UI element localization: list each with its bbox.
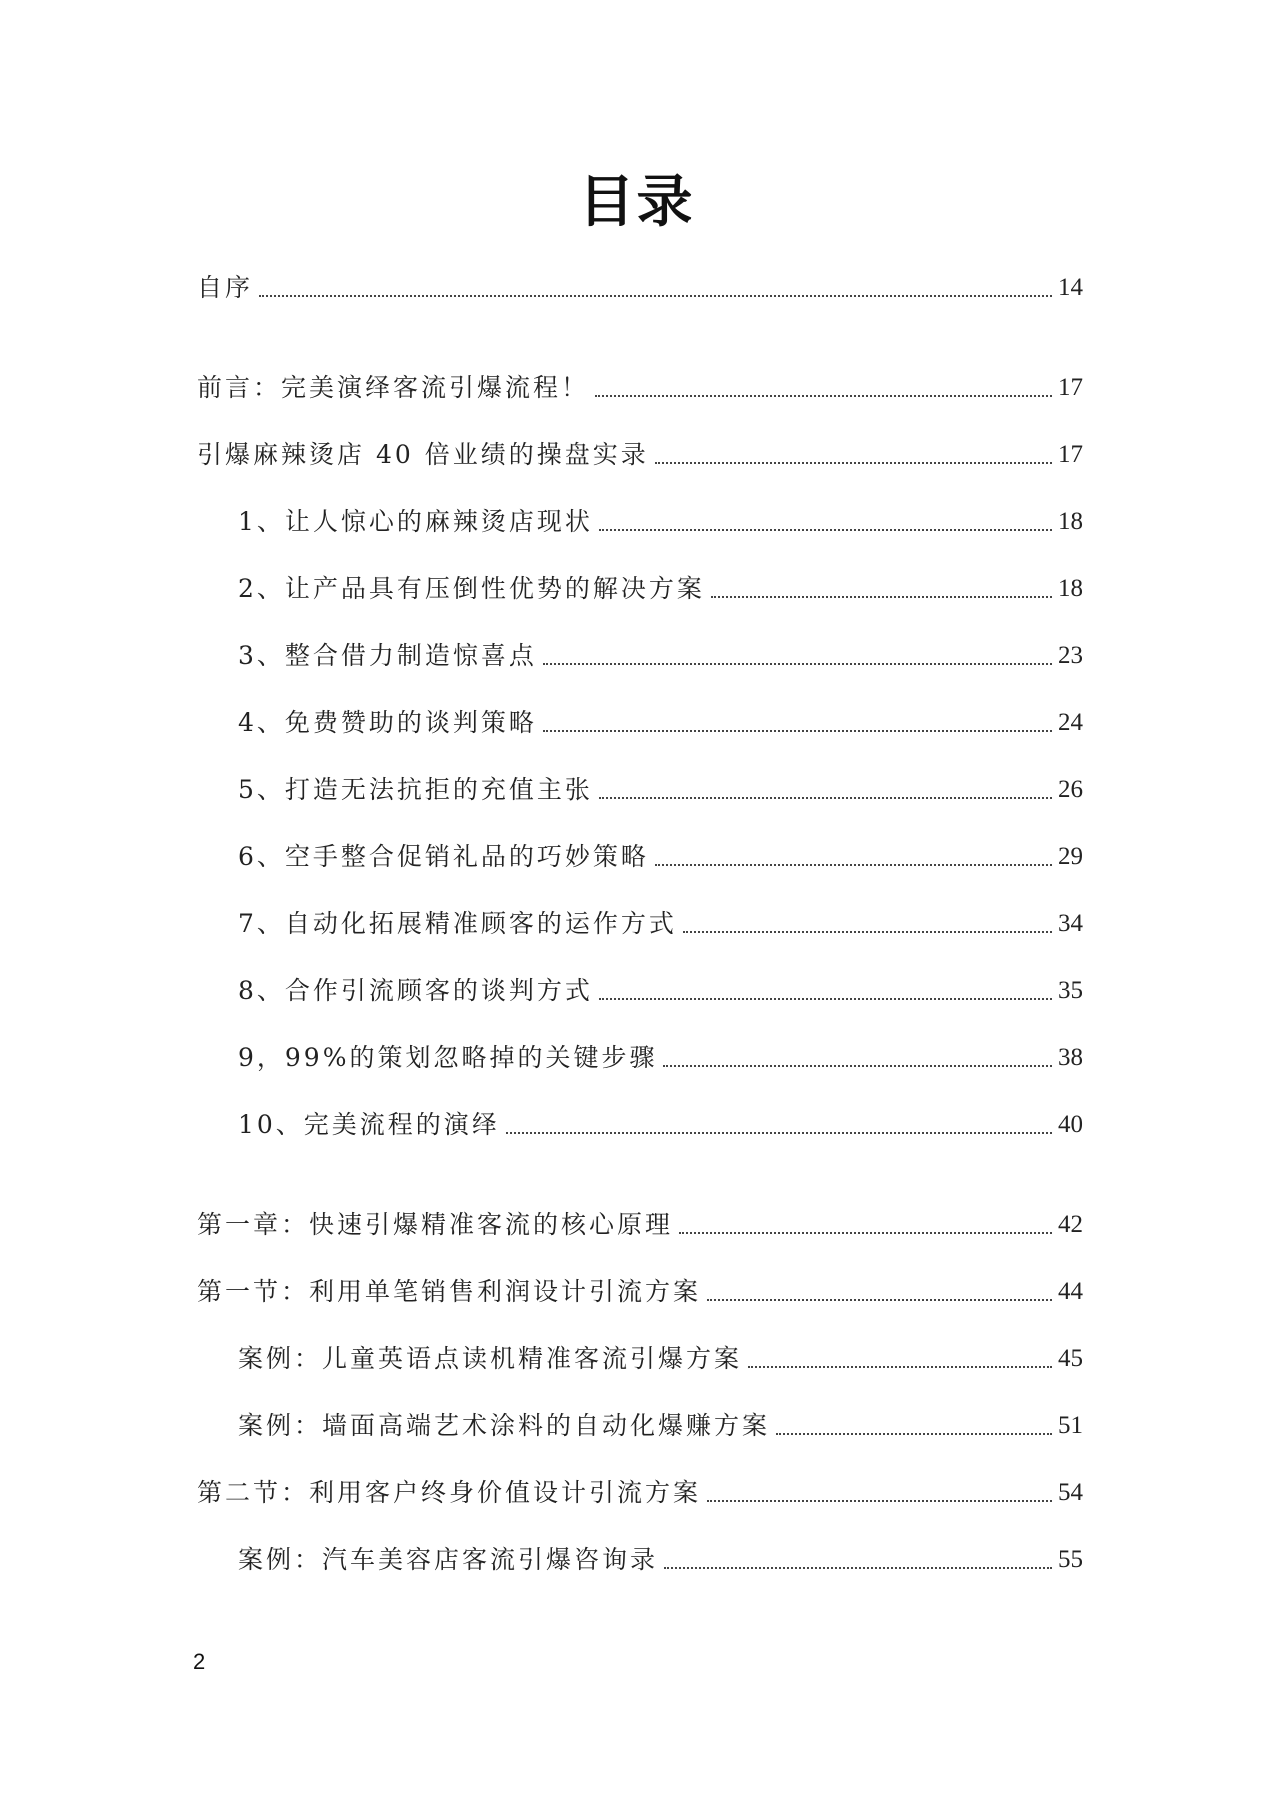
toc-entry-page: 23 — [1058, 642, 1083, 669]
page-number: 2 — [193, 1649, 206, 1674]
toc-dot-leader — [683, 931, 1052, 933]
toc-entry-page: 35 — [1058, 977, 1083, 1004]
toc-entry-page: 24 — [1058, 709, 1083, 736]
toc-dot-leader — [595, 395, 1052, 397]
toc-entry-chapter-1-section-1[interactable] — [197, 1274, 1083, 1310]
toc-dot-leader — [599, 797, 1052, 799]
toc-entry-section-3[interactable] — [238, 638, 1083, 674]
toc-entry-case-car-beauty[interactable] — [238, 1542, 1083, 1578]
toc-entry-label: 1、让人惊心的麻辣烫店现状 — [238, 507, 593, 536]
toc-entry-page: 17 — [1058, 441, 1083, 468]
toc-entry-page: 38 — [1058, 1044, 1083, 1071]
toc-entry-foreword[interactable] — [197, 370, 1083, 406]
toc-entry-label: 第二节：利用客户终身价值设计引流方案 — [197, 1478, 702, 1507]
page-title: 目录 — [578, 170, 695, 235]
toc-entry-label: 4、免费赞助的谈判策略 — [238, 708, 537, 737]
toc-entry-label: 第一节：利用单笔销售利润设计引流方案 — [197, 1277, 702, 1306]
toc-entry-page: 18 — [1058, 508, 1083, 535]
toc-entry-label: 自序 — [197, 273, 254, 302]
toc-entry-section-2[interactable] — [238, 571, 1083, 607]
toc-entry-label: 引爆麻辣烫店 40 倍业绩的操盘实录 — [197, 440, 649, 469]
toc-entry-page: 17 — [1058, 374, 1083, 401]
toc-entry-chapter-1-section-2[interactable] — [197, 1475, 1083, 1511]
toc-entry-section-9[interactable] — [238, 1040, 1083, 1076]
toc-entry-page: 29 — [1058, 843, 1083, 870]
toc-entry-page: 26 — [1058, 776, 1083, 803]
toc-entry-preface[interactable] — [197, 270, 1083, 306]
toc-entry-page: 45 — [1058, 1345, 1083, 1372]
toc-entry-section-8[interactable] — [238, 973, 1083, 1009]
toc-entry-label: 9，99%的策划忽略掉的关键步骤 — [238, 1043, 658, 1072]
toc-dot-leader — [748, 1366, 1052, 1368]
toc-dot-leader — [664, 1567, 1052, 1569]
toc-entry-label: 案例：墙面高端艺术涂料的自动化爆赚方案 — [238, 1411, 771, 1440]
toc-entry-label: 案例：汽车美容店客流引爆咨询录 — [238, 1545, 659, 1574]
toc-entry-label: 2、让产品具有压倒性优势的解决方案 — [238, 574, 705, 603]
toc-entry-label: 5、打造无法抗拒的充值主张 — [238, 775, 593, 804]
toc-entry-case-reading-pen[interactable] — [238, 1341, 1083, 1377]
toc-entry-page: 14 — [1058, 274, 1083, 301]
toc-entry-label: 案例：儿童英语点读机精准客流引爆方案 — [238, 1344, 743, 1373]
toc-dot-leader — [655, 864, 1052, 866]
toc-entry-section-1[interactable] — [238, 504, 1083, 540]
toc-dot-leader — [655, 462, 1052, 464]
toc-entry-case-wall-coating[interactable] — [238, 1408, 1083, 1444]
toc-dot-leader — [543, 663, 1052, 665]
toc-dot-leader — [599, 998, 1052, 1000]
toc-dot-leader — [711, 596, 1052, 598]
toc-dot-leader — [707, 1500, 1052, 1502]
toc-entry-page: 18 — [1058, 575, 1083, 602]
toc-entry-label: 10、完美流程的演绎 — [238, 1110, 500, 1139]
toc-dot-leader — [506, 1132, 1052, 1134]
toc-entry-page: 51 — [1058, 1412, 1083, 1439]
toc-entry-page: 44 — [1058, 1278, 1083, 1305]
toc-dot-leader — [543, 730, 1052, 732]
toc-entry-section-7[interactable] — [238, 906, 1083, 942]
toc-entry-page: 55 — [1058, 1546, 1083, 1573]
toc-dot-leader — [776, 1433, 1052, 1435]
toc-dot-leader — [599, 529, 1052, 531]
toc-entry-page: 40 — [1058, 1111, 1083, 1138]
toc-entry-chapter-1[interactable] — [197, 1207, 1083, 1243]
toc-entry-section-6[interactable] — [238, 839, 1083, 875]
toc-entry-label: 8、合作引流顾客的谈判方式 — [238, 976, 593, 1005]
toc-entry-label: 7、自动化拓展精准顾客的运作方式 — [238, 909, 677, 938]
toc-dot-leader — [707, 1299, 1052, 1301]
toc-entry-label: 前言：完美演绎客流引爆流程！ — [197, 373, 590, 402]
toc-entry-label: 第一章：快速引爆精准客流的核心原理 — [197, 1210, 674, 1239]
toc-entry-section-5[interactable] — [238, 772, 1083, 808]
toc-entry-page: 34 — [1058, 910, 1083, 937]
toc-entry-page: 54 — [1058, 1479, 1083, 1506]
toc-entry-case-record[interactable] — [197, 437, 1083, 473]
toc-entry-section-10[interactable] — [238, 1107, 1083, 1143]
toc-dot-leader — [663, 1065, 1052, 1067]
toc-entry-label: 3、整合借力制造惊喜点 — [238, 641, 537, 670]
toc-entry-label: 6、空手整合促销礼品的巧妙策略 — [238, 842, 649, 871]
toc-entry-page: 42 — [1058, 1211, 1083, 1238]
toc-dot-leader — [259, 295, 1052, 297]
toc-entry-section-4[interactable] — [238, 705, 1083, 741]
toc-dot-leader — [679, 1232, 1052, 1234]
